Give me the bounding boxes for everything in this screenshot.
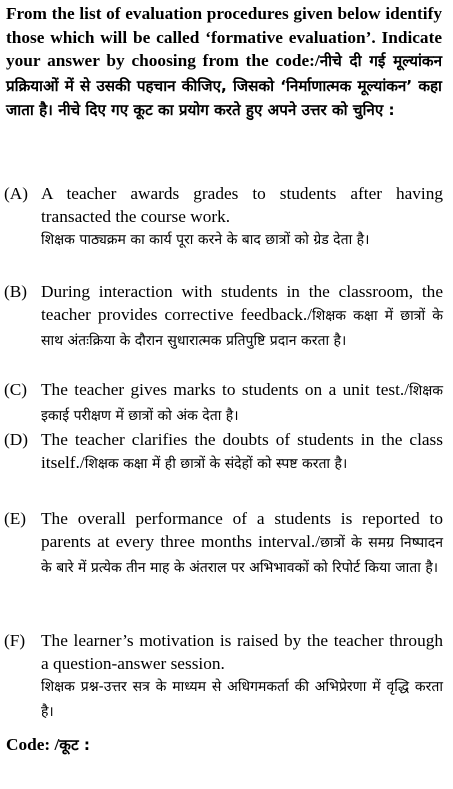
option-f-letter: (F): [4, 631, 26, 650]
option-f-hindi: शिक्षक प्रश्न-उत्तर सत्र के माध्यम से अधिगमकर्ता की अभिप्रेरणा में वृद्धि करता है।: [41, 679, 443, 720]
option-e-hindi: छात्रों के समग्र निष्पादन के बारे में प्रत्येक तीन माह के अंतराल पर अभिभावकों को रिपोर्ट किया जाता है।: [41, 535, 443, 576]
question-text: [6, 2, 442, 123]
question-hindi: नीचे दी गई मूल्यांकन प्रक्रियाओं में से उसकी पहचान कीजिए, जिसको ‘निर्माणात्मक मूल्यांकन’ कहा जाता है। नीचे दिए गए कूट का प्रयोग करते हुए अपने उत्तर को चुनिए :: [6, 52, 442, 120]
question-english: From the list of evaluation procedures given below identify those which will be called ‘formative evaluation’. Indicate your answer by choosing from the code:/: [6, 4, 442, 71]
option-a-hindi: शिक्षक पाठ्यक्रम का कार्य पूरा करने के बाद छात्रों को ग्रेड देता है।: [41, 232, 370, 248]
option-c-english: The teacher gives marks to students on a unit test./: [41, 380, 410, 399]
option-d-hindi: शिक्षक कक्षा में ही छात्रों के संदेहों को स्पष्ट करता है।: [84, 456, 348, 472]
option-d-letter: (D): [4, 430, 28, 449]
option-b-hindi: शिक्षक कक्षा में छात्रों के साथ अंतःक्रिया के दौरान सुधारात्मक प्रतिपुष्टि प्रदान करता है।: [41, 308, 443, 349]
option-f-english: The learner’s motivation is raised by the teacher through a question-answer session.: [41, 631, 443, 673]
option-b-letter: (B): [4, 282, 28, 301]
code-label: [6, 733, 90, 757]
option-d-english: The teacher clarifies the doubts of students in the class itself./: [41, 430, 443, 472]
option-e-letter: (E): [4, 509, 27, 528]
option-a-letter: (A): [4, 184, 28, 203]
code-english: Code: /: [6, 735, 60, 754]
option-b-english: During interaction with students in the classroom, the teacher provides corrective feedback./: [41, 282, 443, 324]
option-a-english: A teacher awards grades to students after having transacted the course work.: [41, 184, 443, 226]
option-e-english: The overall performance of a students is reported to parents at every three months interval./: [41, 509, 443, 551]
option-c-hindi: शिक्षक इकाई परीक्षण में छात्रों को अंक देता है।: [41, 383, 443, 424]
code-hindi: कूट :: [59, 736, 90, 754]
option-c-letter: (C): [4, 380, 28, 399]
